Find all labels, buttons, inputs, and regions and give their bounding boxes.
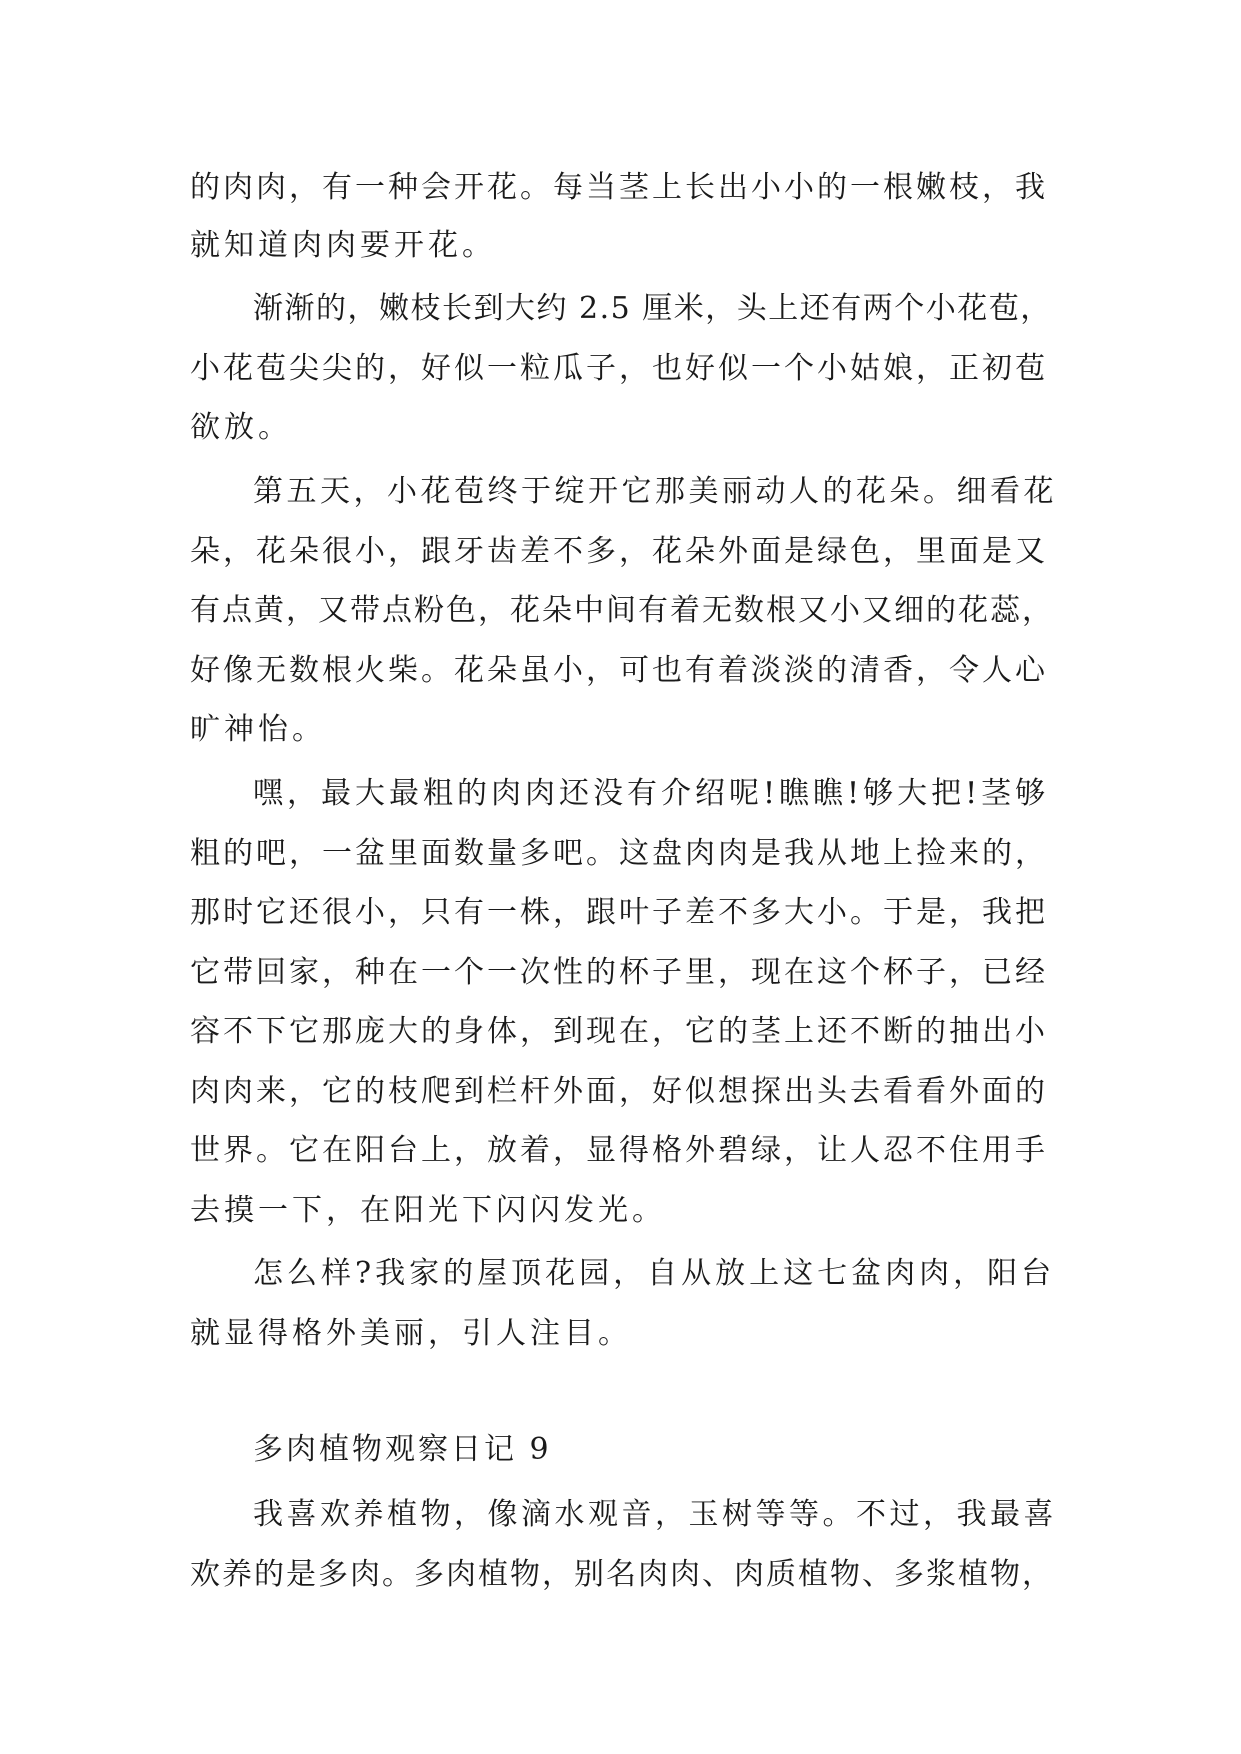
paragraph-4-line-5: 容不下它那庞大的身体，到现在，它的茎上还不断的抽出小 <box>190 1014 1048 1049</box>
paragraph-5-line-2: 就显得格外美丽，引人注目。 <box>190 1316 632 1351</box>
paragraph-4-line-3: 那时它还很小，只有一株，跟叶子差不多大小。于是，我把 <box>190 895 1048 930</box>
paragraph-4-line-7: 世界。它在阳台上，放着，显得格外碧绿，让人忍不住用手 <box>190 1133 1048 1168</box>
paragraph-2-line-3: 欲放。 <box>190 410 292 445</box>
section-paragraph-line-2: 欢养的是多肉。多肉植物，别名肉肉、肉质植物、多浆植物， <box>190 1557 1054 1592</box>
section-paragraph-line-1: 我喜欢养植物，像滴水观音，玉树等等。不过，我最喜 <box>253 1497 1057 1532</box>
paragraph-4-line-4: 它带回家，种在一个一次性的杯子里，现在这个杯子，已经 <box>190 955 1048 990</box>
paragraph-4-line-2: 粗的吧，一盆里面数量多吧。这盘肉肉是我从地上捡来的， <box>190 836 1048 871</box>
paragraph-3-line-4: 好像无数根火柴。花朵虽小，可也有着淡淡的清香，令人心 <box>190 653 1048 688</box>
paragraph-1-line-1: 的肉肉，有一种会开花。每当茎上长出小小的一根嫩枝，我 <box>190 170 1048 205</box>
paragraph-5-line-1: 怎么样?我家的屋顶花园，自从放上这七盆肉肉，阳台 <box>253 1256 1056 1291</box>
section-title: 多肉植物观察日记 9 <box>253 1432 552 1467</box>
paragraph-3-line-5: 旷神怡。 <box>190 712 326 747</box>
paragraph-3-line-3: 有点黄，又带点粉色，花朵中间有着无数根又小又细的花蕊， <box>190 593 1054 628</box>
paragraph-4-line-1: 嘿，最大最粗的肉肉还没有介绍呢!瞧瞧!够大把!茎够 <box>253 776 1050 811</box>
paragraph-3-line-1: 第五天，小花苞终于绽开它那美丽动人的花朵。细看花 <box>253 474 1057 509</box>
paragraph-4-line-6: 肉肉来，它的枝爬到栏杆外面，好似想探出头去看看外面的 <box>190 1074 1048 1109</box>
paragraph-1-line-2: 就知道肉肉要开花。 <box>190 228 496 263</box>
paragraph-2-line-2: 小花苞尖尖的，好似一粒瓜子，也好似一个小姑娘，正初苞 <box>190 351 1048 386</box>
paragraph-4-line-8: 去摸一下，在阳光下闪闪发光。 <box>190 1193 666 1228</box>
paragraph-3-line-2: 朵，花朵很小，跟牙齿差不多，花朵外面是绿色，里面是又 <box>190 534 1048 569</box>
paragraph-2-line-1: 渐渐的，嫩枝长到大约 2.5 厘米，头上还有两个小花苞， <box>253 291 1052 326</box>
